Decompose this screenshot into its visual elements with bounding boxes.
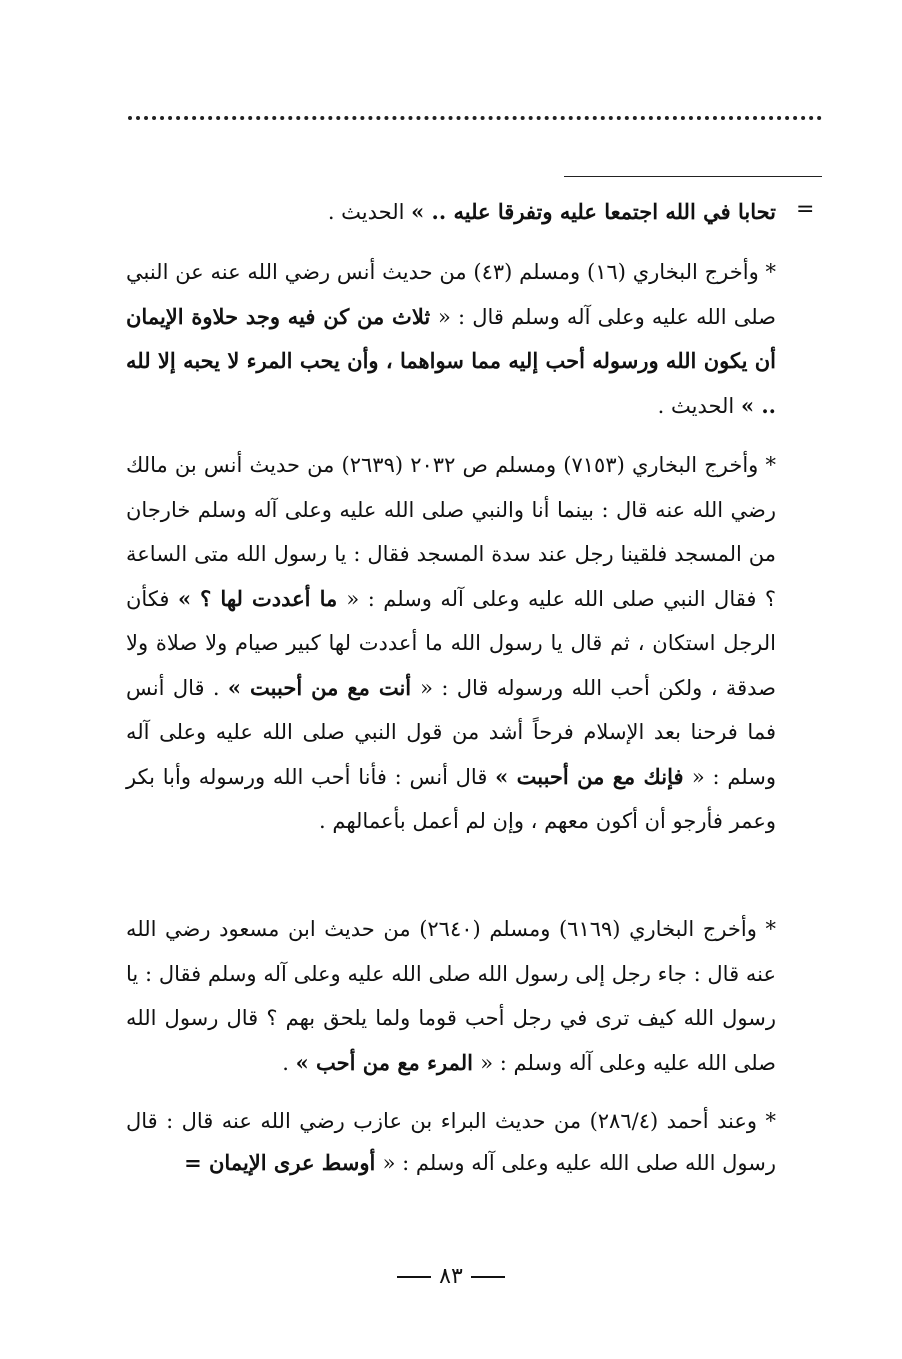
hadith-quote: المرء مع من أحب » (295, 1049, 481, 1075)
footnote-separator-line (564, 176, 822, 177)
dotted-separator (128, 116, 822, 120)
paragraph-text: . قال أنس فما فرحنا بعد الإسلام فرحاً أشد من قول النبي صلى الله عليه وعلى آله وسلم : « (126, 675, 776, 789)
paragraph-text: الحديث . (657, 393, 741, 418)
paragraph-text: . (282, 1050, 296, 1075)
hadith-paragraph-3 (126, 907, 776, 1085)
footnote-opening-line (126, 190, 776, 235)
hadith-quote: أنت مع من أحببت » (227, 674, 421, 700)
paragraph-text: * وعند أحمد (٢٨٦/٤) من حديث البراء بن عازب رضي الله عنه قال : قال رسول الله صلى الله عليه وعلى آله وسلم : « (126, 1109, 777, 1175)
paragraph-text: * وأخرج البخاري (١٦) ومسلم (٤٣) من حديث أنس رضي الله عنه عن النبي صلى الله عليه وعلى آله وسلم قال : « (126, 260, 776, 329)
page-number: ٨٣ (439, 1264, 463, 1289)
page-number-dash (471, 1276, 505, 1278)
hadith-quote: فإنك مع من أحببت » (495, 763, 692, 789)
page-number-footer (0, 1264, 902, 1289)
hadith-quote: ما أعددت لها ؟ » (177, 585, 347, 611)
paragraph-text: * وأخرج البخاري (٧١٥٣) ومسلم ص ٢٠٣٢ (٢٦٣٩) من حديث أنس بن مالك رضي الله عنه قال : بينما أنا والنبي صلى الله عليه وعلى آله وسلم خارجان من المسجد فلقينا رجل عند سدة المسجد فقال : يا رسول الله متى الساعة ؟ فقال النبي صلى الله عليه وعلى آله وسلم : « (126, 453, 776, 611)
paragraph-text: الحديث . (327, 200, 412, 224)
hadith-quote: تحابا في الله اجتمعا عليه وتفرقا عليه .. » (411, 199, 776, 224)
hadith-quote: ثلاث من كن فيه وجد حلاوة الإيمان أن يكون الله ورسوله أحب إليه مما سواهما ، وأن يحب المرء لا يحبه إلا لله .. » (126, 303, 776, 418)
continuation-mark: = (796, 197, 815, 222)
hadith-quote: أوسط عرى الإيمان = (184, 1150, 383, 1175)
paragraph-text: * وأخرج البخاري (٦١٦٩) ومسلم (٢٦٤٠) من حديث ابن مسعود رضي الله عنه قال : جاء رجل إلى رسول الله صلى الله عليه وعلى آله وسلم فقال : يا رسول الله كيف ترى في رجل أحب قوما ولما يلحق بهم ؟ قال رسول الله صلى الله عليه وعلى آله وسلم : « (126, 917, 776, 1075)
hadith-paragraph-1 (126, 250, 776, 428)
hadith-paragraph-2 (126, 443, 776, 844)
hadith-paragraph-4 (126, 1100, 776, 1184)
paragraph-text: فكأن الرجل استكان ، ثم قال يا رسول الله ما أعددت لها كبير صيام ولا صلاة ولا صدقة ، ولكن أحب الله ورسوله قال : « (126, 586, 776, 700)
paragraph-text: قال أنس : فأنا أحب الله ورسوله وأبا بكر وعمر فأرجو أن أكون معهم ، وإن لم أعمل بأعمالهم . (126, 764, 776, 833)
page-number-dash (397, 1276, 431, 1278)
